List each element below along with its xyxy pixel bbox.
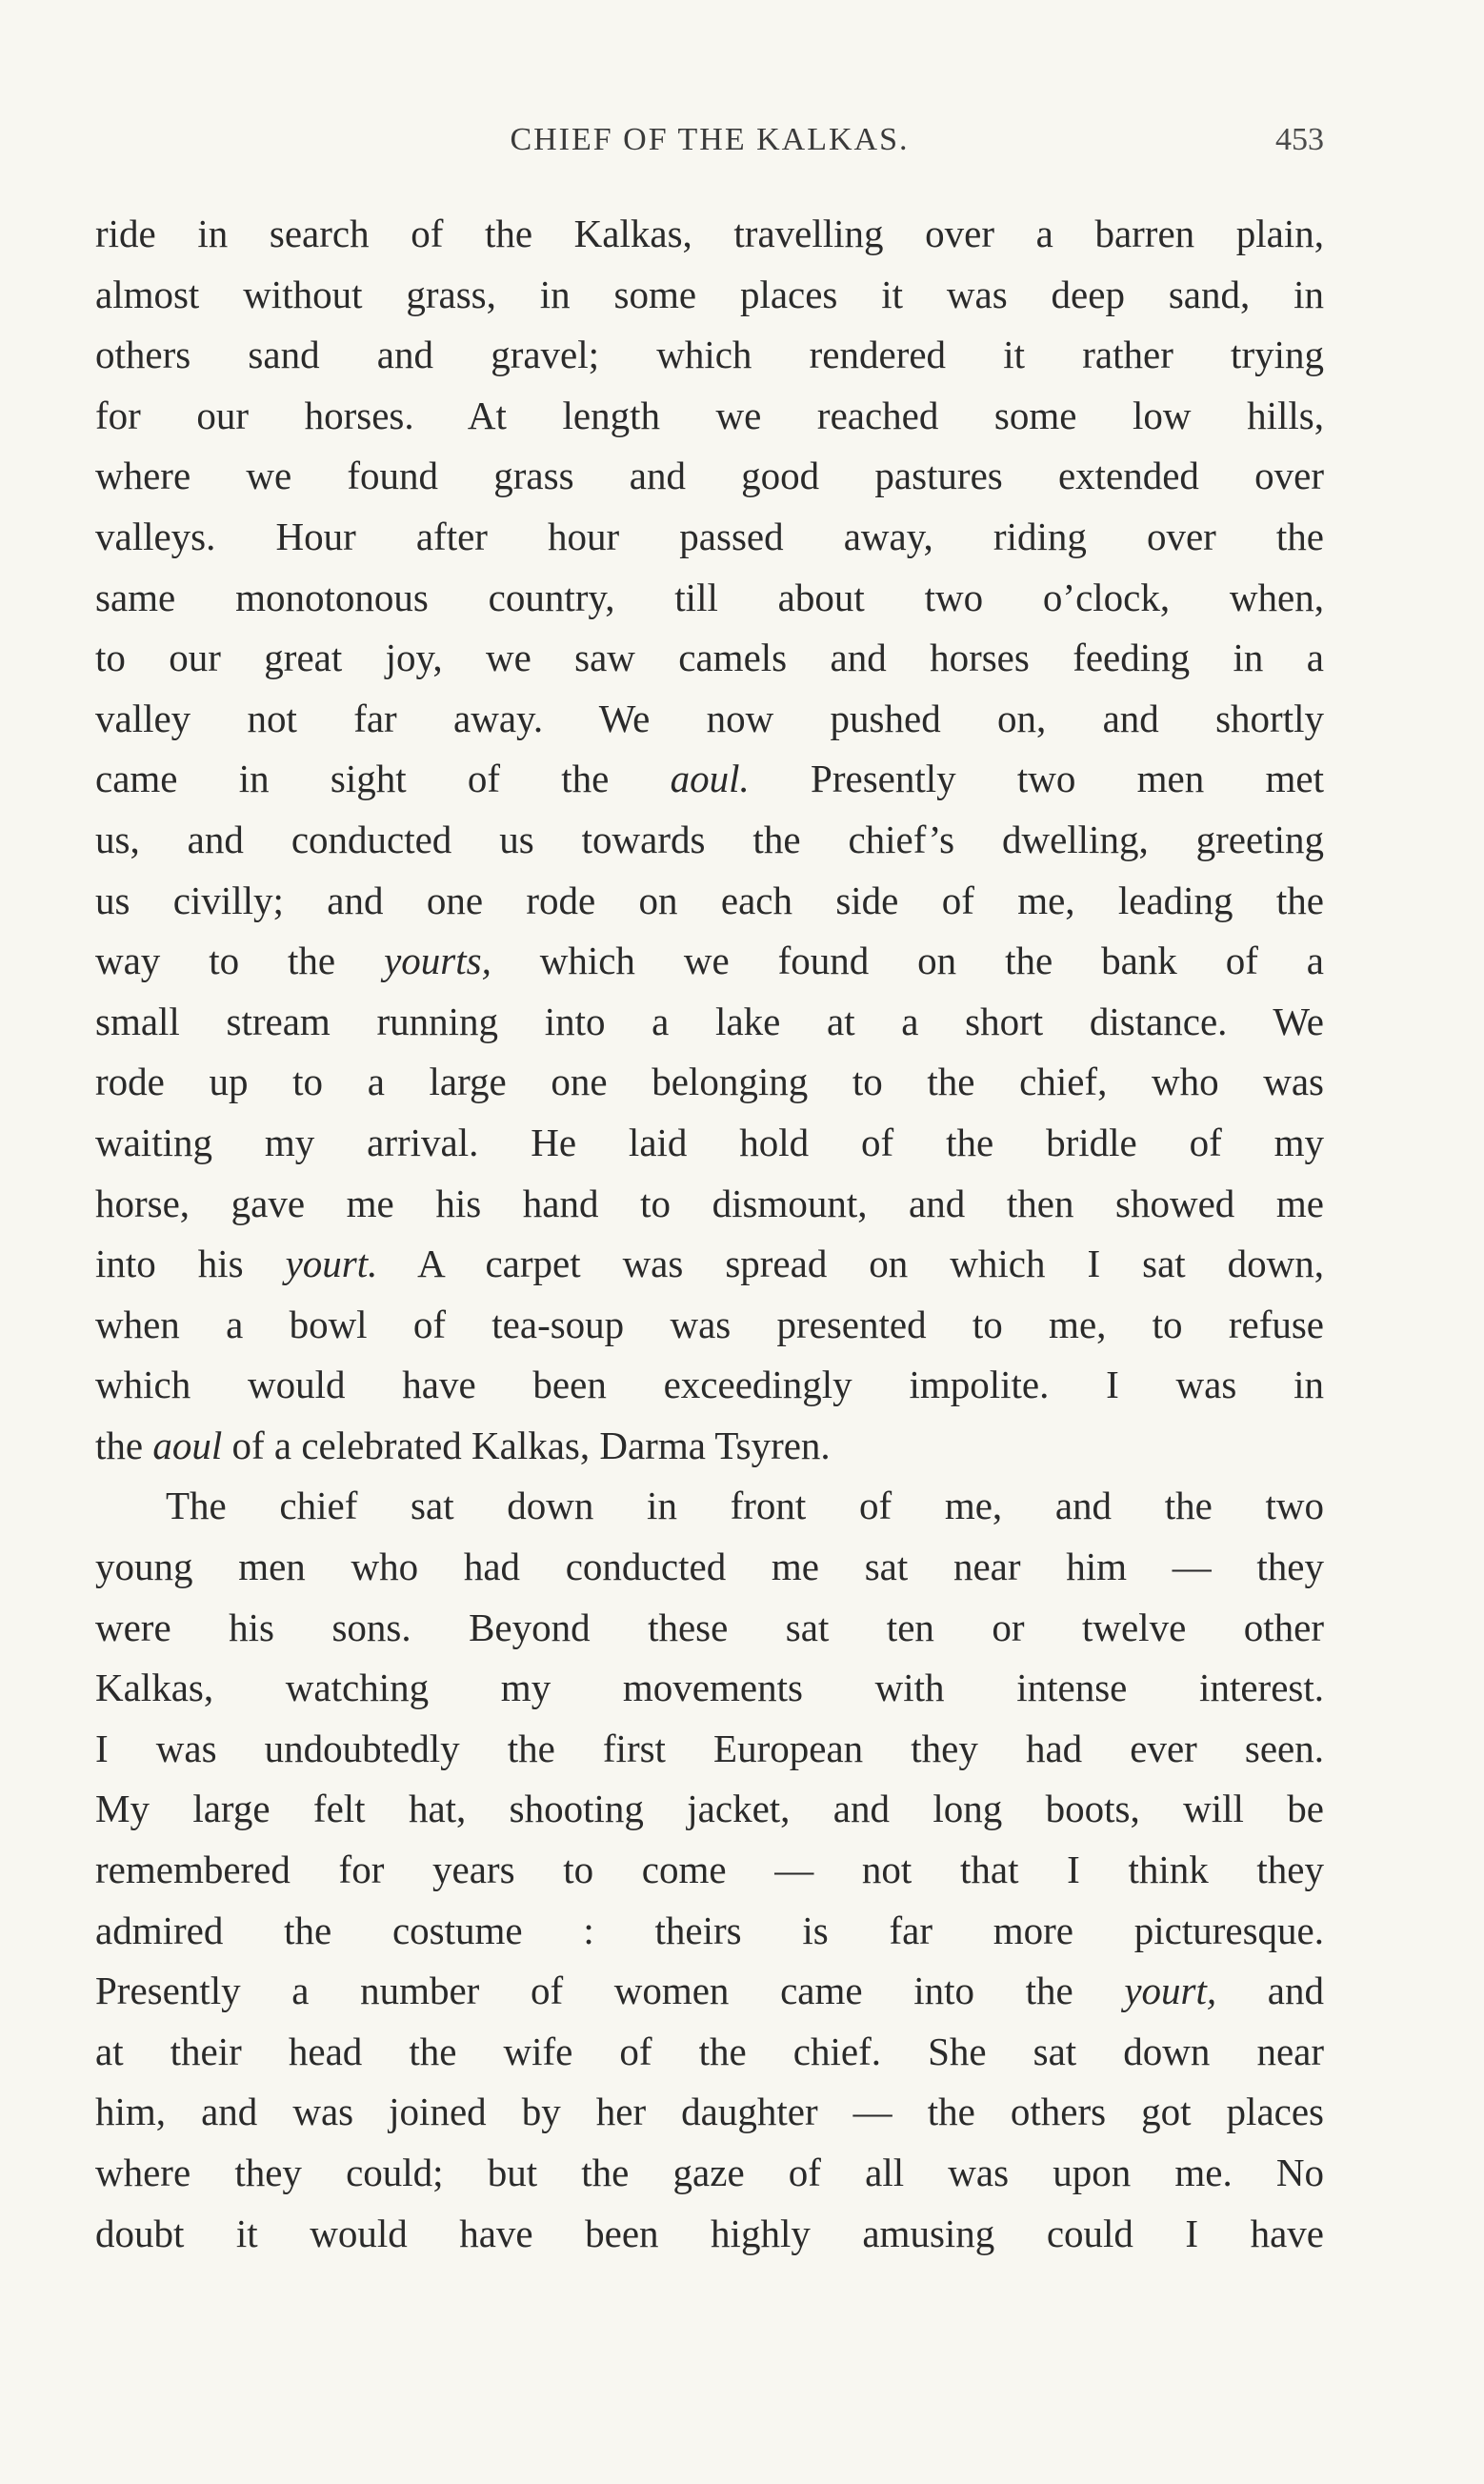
text-line: almost without grass, in some places it was deep sand, in	[95, 272, 1324, 316]
text-line: valley not far away. We now pushed on, and shortly	[95, 696, 1324, 740]
text-line: small stream running into a lake at a short distance. We	[95, 999, 1324, 1043]
text-line: waiting my arrival. He laid hold of the bridle of my	[95, 1120, 1324, 1164]
text-line: horse, gave me his hand to dismount, and then showed me	[95, 1181, 1324, 1225]
text-line: others sand and gravel; which rendered it rather trying	[95, 333, 1324, 377]
text-line: way to the yourts, which we found on the bank of a	[95, 939, 1324, 983]
text-line: for our horses. At length we reached some low hills,	[95, 393, 1324, 437]
text-line: the aoul of a celebrated Kalkas, Darma Tsyren.	[95, 1423, 831, 1467]
text-line: where they could; but the gaze of all was upon me. No	[95, 2151, 1324, 2194]
text-line: into his yourt. A carpet was spread on which I sat down,	[95, 1242, 1324, 1286]
text-line: admired the costume : theirs is far more picturesque.	[95, 1908, 1324, 1952]
text-line: Presently a number of women came into the yourt, and	[95, 1969, 1324, 2013]
text-line: came in sight of the aoul. Presently two men met	[95, 757, 1324, 801]
text-line: My large felt hat, shooting jacket, and long boots, will be	[95, 1787, 1324, 1831]
text-line: I was undoubtedly the first European they had ever seen.	[95, 1726, 1324, 1770]
text-line: remembered for years to come — not that I think they	[95, 1848, 1324, 1892]
running-head: CHIEF OF THE KALKAS.	[510, 122, 910, 157]
text-line: ride in search of the Kalkas, travelling over a barren plain,	[95, 212, 1324, 255]
text-line: young men who had conducted me sat near him — they	[95, 1545, 1324, 1589]
text-line: at their head the wife of the chief. She sat down near	[95, 2029, 1324, 2073]
text-line: rode up to a large one belonging to the chief, who was	[95, 1060, 1324, 1104]
text-line: where we found grass and good pastures extended over	[95, 454, 1324, 498]
page-number: 453	[1275, 122, 1324, 157]
text-line: Kalkas, watching my movements with intense interest.	[95, 1666, 1324, 1710]
text-line: valleys. Hour after hour passed away, riding over the	[95, 514, 1324, 558]
text-line: doubt it would have been highly amusing could I have	[95, 2211, 1324, 2255]
text-line: The chief sat down in front of me, and the two	[166, 1484, 1324, 1528]
body-text	[95, 204, 1324, 2264]
text-line: when a bowl of tea-soup was presented to me, to refuse	[95, 1302, 1324, 1346]
text-line: us, and conducted us towards the chief’s dwelling, greeting	[95, 817, 1324, 861]
text-line: to our great joy, we saw camels and horses feeding in a	[95, 636, 1324, 680]
text-line: which would have been exceedingly impolite. I was in	[95, 1363, 1324, 1407]
text-line: same monotonous country, till about two o’clock, when,	[95, 575, 1324, 619]
text-line: us civilly; and one rode on each side of me, leading the	[95, 878, 1324, 922]
page-header	[95, 122, 1324, 170]
text-line: him, and was joined by her daughter — the others got places	[95, 2090, 1324, 2134]
text-line: were his sons. Beyond these sat ten or twelve other	[95, 1605, 1324, 1649]
